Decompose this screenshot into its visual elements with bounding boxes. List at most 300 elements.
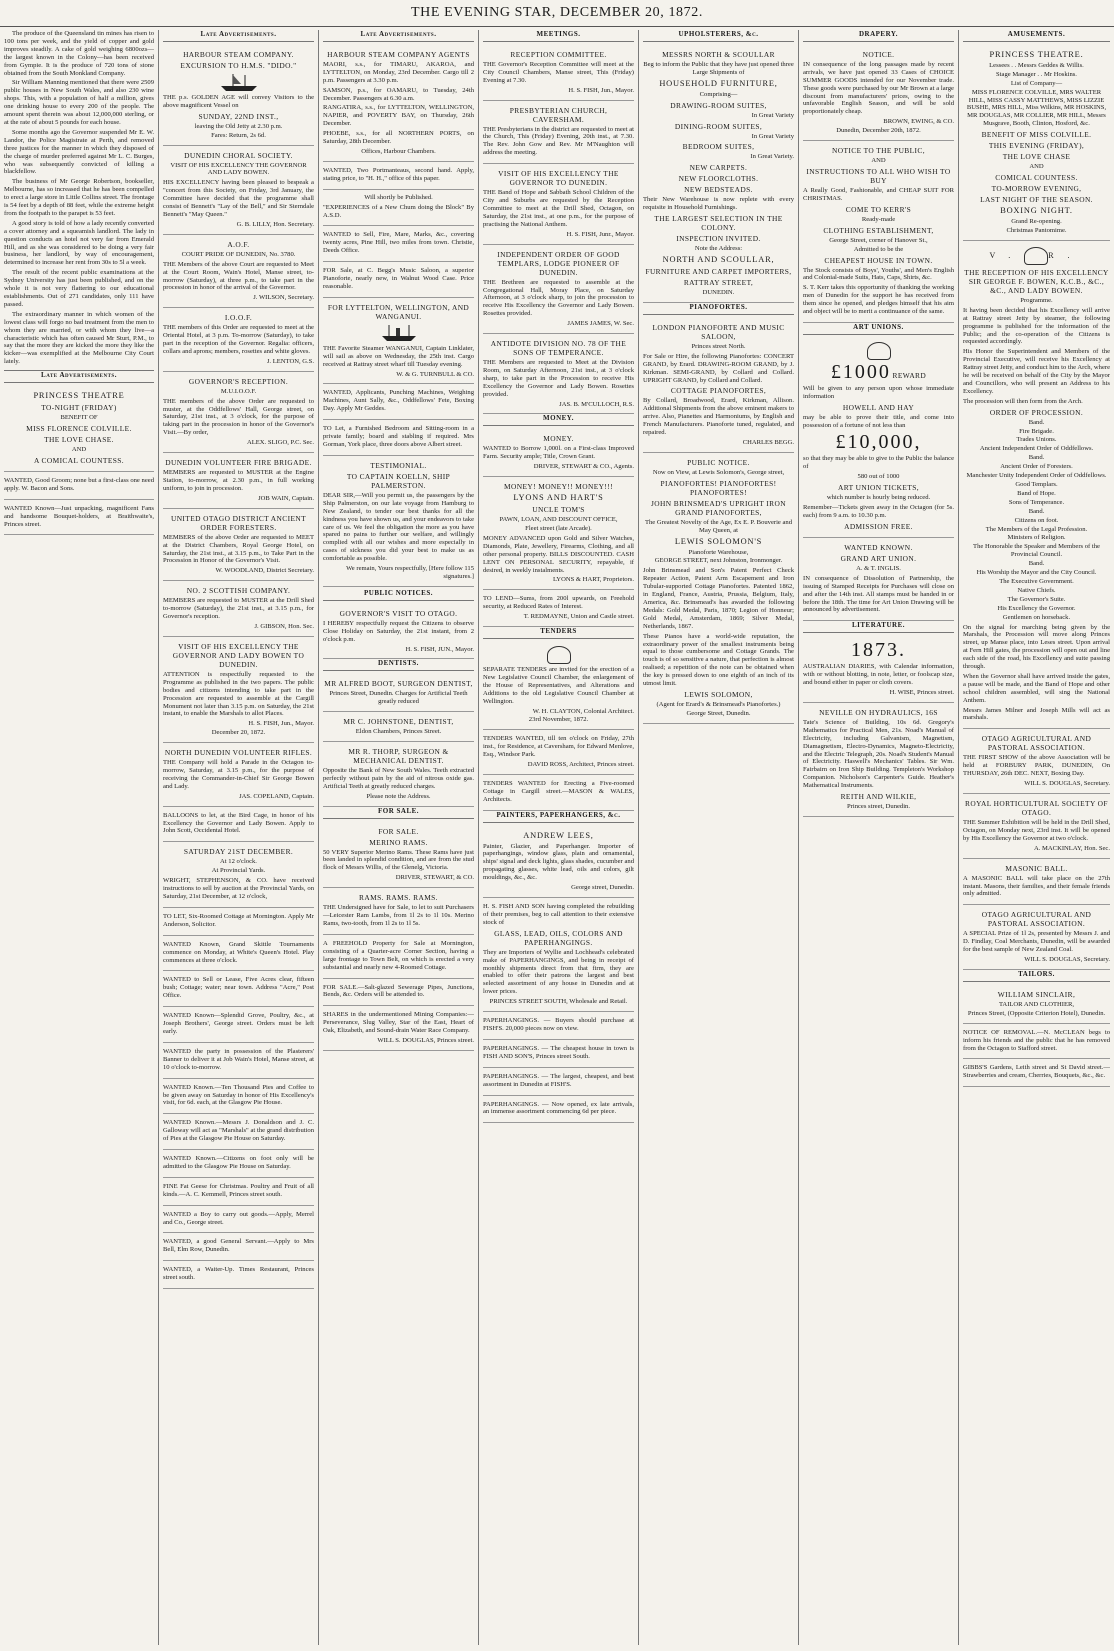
ad-line: BEDROOM SUITES, [682, 142, 755, 152]
ad-signature: H. WISE, Princes street. [889, 688, 954, 696]
ad-title: RAMS. RAMS. RAMS. [359, 893, 438, 903]
classified-ad [163, 971, 314, 1007]
ad-body: WANTED to Sell, Fire, Mare, Marks, &c., covering twenty acres, Pine Hill, two miles from town. Christie, Deeds Office. [323, 231, 474, 255]
shares-ad [323, 1006, 474, 1051]
ad-line: A COMICAL COUNTESS. [33, 455, 125, 465]
art-union-ad [803, 538, 954, 621]
ad-signature: JAS. COPELAND, Captain. [239, 792, 314, 800]
glass-ad [483, 898, 634, 1012]
rams-ad [323, 822, 474, 889]
ad-line: Fares: Return, 2s 6d. [211, 131, 266, 139]
news-item: The business of Mr George Robertson, bookseller, Melbourne, has so increased that he has been compelled to erect a large store in Little Collins street. The frontage is 54 feet by a depth of 88 feet, while the extreme height from the footpath to the parapet is 53 feet. [4, 178, 154, 217]
books-ad [803, 703, 954, 817]
procession-item: The Governor's Suite. [1007, 595, 1066, 603]
procession-item: Native Chiefs. [1017, 586, 1056, 594]
ad-line: In Great Variety. [750, 153, 794, 161]
ad-subtitle: COURT PRIDE OF DUNEDIN, No. 3780. [181, 250, 296, 258]
ad-line: GEORGE STREET, next Johnston, Ironmonger. [654, 557, 783, 565]
ad-body: THE members of this Order are requested to meet at the Oriental Hotel, at 3 p.m. To-morrow (Saturday), to take part in the reception of the Governor. Regalia: officers, collars and aprons; members, rosettes and white gloves. [163, 324, 314, 355]
ad-title: ANTIDOTE DIVISION NO. 78 OF THE SONS OF TEMPERANCE. [490, 339, 627, 358]
diary-ad [803, 636, 954, 703]
ad-line: AND [71, 445, 87, 453]
ad-line: George Street, corner of Hanover St., [829, 236, 928, 244]
ad-line: INSTRUCTIONS TO ALL WHO WISH TO BUY [806, 166, 951, 185]
princess-theatre-ad [4, 386, 154, 472]
ad-line: Fleet street (late Arcade). [525, 525, 592, 532]
ad-title: TESTIMONIAL. [370, 460, 427, 470]
ad-title: LONDON PIANOFORTE AND MUSIC SALOON, [652, 322, 785, 341]
ad-body: SHARES in the undermentioned Mining Companies:—Perseverance, Slug Valley, Star of the East, Heart of Oak, Elizabeth, and Sound-drain Water Race Company. [323, 1011, 474, 1035]
piano-ad [643, 453, 794, 724]
ad-body: MEMBERS are requested to MUSTER at the Engine Station, to-morrow, at 2.30 p.m., in full working uniform, to join in procession. [163, 469, 314, 492]
ad-line: which number is hourly being reduced. [826, 494, 931, 502]
ad-signature: LEWIS SOLOMON, [684, 689, 753, 699]
governor-visit-ad [163, 637, 314, 743]
ad-signature: WILL S. DOUGLAS, Princes street. [377, 1037, 474, 1045]
royal-crest-icon [867, 342, 891, 360]
ad-line: PIANOFORTES! PIANOFORTES! PIANOFORTES! [660, 478, 777, 497]
ad-body: The procession will then form from the Arch. [963, 397, 1083, 405]
ad-body: WRIGHT, STEPHENSON, & CO. have received instructions to sell by auction at the Provincial Yards, on Saturday, 21st December, at 12 o'clock, [163, 877, 314, 900]
ad-body: When the Governor shall have arrived inside the gates, a pause will be made, and the Band of Hope and other school children assembled, will sing the National Anthem. [963, 672, 1110, 704]
ad-line: RATTRAY STREET, [683, 278, 754, 288]
ad-body: TO LET, Six-Roomed Cottage at Mornington. Apply Mr Anderson, Solicitor. [163, 912, 314, 928]
ad-signature: DRIVER, STEWART & CO., Agents. [533, 463, 634, 471]
section-header: PAINTERS, PAPERHANGERS, &c. [483, 811, 634, 823]
iooF-ad [163, 308, 314, 372]
ad-line: CHEAPEST HOUSE IN TOWN. [824, 255, 933, 265]
ad-line: 580 out of 1000 [857, 473, 900, 481]
ship-icon [219, 72, 259, 92]
ad-line: Princes street, Dunedin. [847, 803, 910, 811]
ad-body: HIS EXCELLENCY having been pleased to bespeak a "concert from this Society, on Friday, 3rd January, the Committee have decided that the programme shall consist of Bennett's "Lay of the Bell," and Sir Sterndale Bennett's "May Queen." [163, 179, 314, 218]
ad-line: Beg to inform the Public that they have just opened three Large Shipments of [643, 60, 794, 76]
ad-line: AND [871, 157, 886, 165]
section-header: DENTISTS. [323, 659, 474, 671]
ad-body: A SPECIAL Prize of 1l 2s, presented by Messrs J. and D. Findlay, Coal Merchants, Dunedin, will be awarded for the best sample of New Zealand Coal. [963, 930, 1110, 954]
ad-body: THE Favorite Steamer WANGANUI, Captain Linklater, will sail as above on Wednesday, the 25th inst. Cargo received at Rattray street wharf till Tuesday evening. [323, 344, 474, 368]
ad-body: PAPERHANGINGS. — Now opened, ex late arrivals, an immense assortment commencing 6d per piece. [483, 1100, 634, 1116]
rifles-ad [163, 743, 314, 807]
ad-body: THE Members of the above Court are requested to Meet at the Court Room, Wain's Hotel, Manse street, to-morrow (Saturday), at three p.m., to take part in the procession in honor of the arrival of the Governor. [163, 260, 314, 292]
reception-ad [163, 372, 314, 453]
tenders-ad [483, 730, 634, 775]
ad-body: H. S. FISH AND SON having completed the rebuilding of their premises, beg to call attention to their extensive stock of [483, 903, 634, 926]
ad-title: INDEPENDENT ORDER OF GOOD TEMPLARS, LODGE PIONEER OF DUNEDIN. [497, 249, 620, 277]
section-header: TAILORS. [963, 970, 1110, 982]
ad-title: SATURDAY 21ST DECEMBER. [183, 847, 294, 857]
meeting-ad [483, 164, 634, 244]
ad-signature: DRIVER, STEWART, & CO. [395, 874, 474, 882]
ad-body: PAPERHANGINGS. — Buyers should purchase at FISH'S. 20,000 pieces now on view. [483, 1017, 634, 1032]
news-item: A good story is told of how a lady recently converted a cover attorney and a squeamish landlord. The lady in question conducts an hotel not very far from Emerald Hill, and as she was considered to be doing a very fair business, her landlord, by way of encouragement, determined to increase her rent from 30s to 5l a week. [4, 219, 154, 267]
ad-signature: CHARLES BEGG. [742, 438, 794, 446]
ad-signature: ALEX. SLIGO, P.C. Sec. [246, 439, 314, 447]
ad-body: WANTED, Two Portmanteaus, second hand. Apply, stating price, to "H. H.," office of this paper. [323, 166, 474, 182]
ad-title: NO. 2 SCOTTISH COMPANY. [186, 586, 291, 596]
ad-title: NOTICE. [862, 49, 895, 59]
ad-body: WANTED the party in possession of the Plasterers' Banner to deliver it at Job Wain's Hotel, Manse street, at 10 o'clock to-morrow. [163, 1047, 314, 1071]
ad-title: PRINCESS THEATRE [33, 391, 125, 401]
column-1 [0, 30, 158, 1645]
ad-line: DRAWING-ROOM SUITES, [670, 100, 767, 110]
ad-line: TO-NIGHT (FRIDAY) [41, 403, 117, 413]
ad-title: PUBLIC NOTICE. [687, 457, 750, 467]
piano-ad [643, 318, 794, 453]
classified-ad [163, 1206, 314, 1234]
section-header: MEETINGS. [483, 30, 634, 42]
furniture-ad [643, 45, 794, 303]
painter-ad [483, 826, 634, 898]
ad-body: WANTED to Sell or Lease, Five Acres clear, fifteen bush; Cottage; water; near town. Address "Acre," Post Office. [163, 976, 314, 1000]
foresters-ad [163, 509, 314, 582]
governor-notice [323, 604, 474, 660]
ad-body: ATTENTION is respectfully requested to the Programme as published in the two papers. The public bodies and citizens intending to take part in the Procession are requested to assemble at the Cargill Monument not later than 3.15 p.m. on Saturday, the 21st instant, to enable the Marshals to allot Places. [163, 670, 314, 718]
coal-prize-ad [963, 905, 1110, 970]
classified-ad [323, 935, 474, 979]
ad-body: PAPERHANGINGS. — The cheapest house in town is FISH AND SON'S, Princes street South. [483, 1044, 634, 1060]
ad-line: Will shortly be Published. [364, 193, 433, 201]
ad-body: THE Brethren are requested to assemble at the Congregational Hall, Moray Place, on Saturday Afternoon, at 3 o'clock sharp, to join the procession to receive His Excellency the Governor and Lady Bowen. Rosettes provided. [483, 278, 634, 318]
ad-title: GOVERNOR'S VISIT TO OTAGO. [339, 608, 458, 618]
tenders-ad [483, 642, 634, 730]
ad-body: MEMBERS of the above Order are requested to MEET at the District Chambers, Royal George Hotel, on Saturday, the 21st inst., at 3.15 p.m., to Take Part in the Procession in Honor of the Governor's Visit. [163, 533, 314, 565]
money-ad [483, 429, 634, 477]
ad-signature: W. WOODLAND, District Secretary. [215, 567, 314, 575]
procession-item: Band. [1028, 454, 1045, 462]
ad-line: Ready-made [861, 215, 896, 223]
ad-title: VISIT OF HIS EXCELLENCY THE GOVERNOR AND LADY BOWEN TO DUNEDIN. [172, 641, 305, 669]
procession-item: Manchester Unity Independent Order of Oddfellows. [966, 472, 1107, 480]
ad-signature: REITH AND WILKIE, [840, 792, 917, 802]
classified-ad [163, 1233, 314, 1261]
ad-body: S. T. Kerr takes this opportunity of thanking the working men of Dunedin for the support he has received from them since he opened, and pledges himself that his aim and object will be to merit a continuance of the same. [803, 284, 954, 316]
pawn-ad [483, 477, 634, 590]
procession-item: Band of Hope. [1017, 489, 1056, 497]
classified-ad [163, 1114, 314, 1150]
ad-line: NEW FLOORCLOTHS. [678, 174, 759, 184]
ad-line: In Great Variety [751, 111, 794, 119]
classified-ad [963, 1024, 1110, 1060]
tailor-ad [963, 985, 1110, 1024]
section-header: MONEY. [483, 414, 634, 426]
reception-programme [963, 241, 1110, 730]
ad-body: WANTED Known—Just unpacking, magnificent Fans and handsome Bouquet-holders, at Braithwaite's, Princes street. [4, 504, 154, 528]
ad-title: THE RECEPTION OF HIS EXCELLENCY SIR GEORGE F. BOWEN, K.C.B., &C., &C., AND LADY BOWEN. [964, 267, 1109, 295]
ad-body: RANGATIRA, s.s., for LYTTELTON, WELLINGTON, NAPIER, and POVERTY BAY, on Thursday, 26th December. [323, 104, 474, 128]
ad-line: (Agent for Erard's & Brinsmead's Pianofortes.) [656, 700, 781, 708]
ad-title: VISIT OF HIS EXCELLENCY THE GOVERNOR TO DUNEDIN. [498, 169, 619, 188]
tenders-ad [483, 775, 634, 811]
ad-line: List of Company— [1010, 79, 1063, 87]
section-header: UPHOLSTERERS, &c. [643, 30, 794, 42]
ad-title: LYONS AND HART'S [513, 493, 604, 503]
ad-body: A MASONIC BALL will take place on the 27th instant. Masons, their families, and their female friends only admitted. [963, 874, 1110, 898]
ad-title: MESSRS NORTH & SCOULLAR [662, 49, 775, 59]
ad-title: PRESBYTERIAN CHURCH, CAVERSHAM. [509, 105, 608, 124]
ad-body: A Really Good, Fashionable, and CHEAP SUIT FOR CHRISTMAS. [803, 186, 954, 202]
ad-line: Please note the Address. [366, 792, 431, 800]
procession-order-list [963, 419, 1110, 622]
dentist-ad [323, 712, 474, 742]
classified-ad [483, 1068, 634, 1096]
reward-amount: £1000 [830, 360, 891, 383]
procession-item: The Members of the Legal Profession. [985, 525, 1088, 533]
ad-title: HOWELL AND HAY [842, 402, 915, 412]
ad-line: Lessees . . Messrs Geddes & Willis. [989, 61, 1084, 69]
ad-body: SEPARATE TENDERS are invited for the erection of a New Legislative Council Chamber, the enlargement of the House of Representatives, and Alterations and Additions to the old Legislative Council Chamber at Wellington. [483, 665, 634, 705]
classified-ad [323, 262, 474, 298]
ad-title: OTAGO AGRICULTURAL AND PASTORAL ASSOCIATION. [981, 910, 1092, 929]
ad-line: leaving the Old Jetty at 2.30 p.m. [194, 122, 283, 130]
ad-body: WANTED Known, Grand Skittle Tournaments commence on Monday, at White's Queen's Hotel. Play commences at three o'clock. [163, 940, 314, 964]
ad-line: ART UNION TICKETS, [837, 483, 919, 493]
section-header: Late Advertisements. [323, 30, 474, 42]
ad-body: THE p.s. GOLDEN AGE will convey Visitors to the above magnificent Vessel on [163, 93, 314, 109]
classified-ad [163, 1007, 314, 1043]
classified-ad [163, 908, 314, 936]
procession-item: Ancient Independent Order of Oddfellows. [979, 445, 1094, 453]
lend-ad [483, 590, 634, 627]
classified-ad [4, 472, 154, 500]
royal-cipher-r: R. [1048, 250, 1084, 260]
procession-item: His Excellency the Governor. [997, 604, 1076, 612]
classified-ad [163, 1178, 314, 1206]
ad-title: NOTICE TO THE PUBLIC, [832, 146, 925, 156]
ad-title: MR ALFRED BOOT, SURGEON DENTIST, [324, 679, 473, 689]
book-ad [323, 190, 474, 227]
ad-body: "EXPERIENCES of a New Chum doing the Block" By A.S.D. [323, 203, 474, 219]
ad-body: DEAR SIR,—Will you permit us, the passengers by the Ship Palmerston, on our late voyage from Hamburg to New Zealand, to tender our best thanks for all the kindness you have shown us, and your endeavors to take care of us. We feel the obligation the more as you have spared no pains to further our welfare, and willingly complied with all our wishes and more especially in cases of sickness you did your best to make us as comfortable as possible. [323, 491, 474, 563]
drapery-notice [803, 45, 954, 141]
meeting-ad [483, 334, 634, 414]
ad-signature: WILL S. DOUGLAS, Secretary. [1024, 780, 1110, 788]
ad-line: CLOTHING ESTABLISHMENT, [823, 225, 934, 235]
ad-body: Messrs James Milner and Joseph Mills will act as marshals. [963, 706, 1110, 722]
royal-cipher-v: V. [989, 250, 1025, 260]
column-5 [638, 30, 798, 1645]
ad-subtitle: GRAND ART UNION. [840, 553, 917, 563]
ad-line: AND [1029, 163, 1044, 171]
ad-subtitle: Programme. [1020, 296, 1053, 304]
ad-line: Now on View, at Lewis Solomon's, George street, [652, 468, 785, 476]
news-item: Sir William Manning mentioned that there were 2509 public houses in New South Wales, and also 230 wine shops. This, with a population of half a million, gives one drinking house to every 200 of the people. The amount spent therein was about 12,000,000 sterling, or at the rate of about 5 pounds for each house. [4, 79, 154, 126]
ad-signature: WILL S. DOUGLAS, Secretary. [1024, 956, 1110, 964]
testimonial-ad [323, 456, 474, 587]
ad-line: LAST NIGHT OF THE SEASON. [980, 195, 1093, 205]
ad-body: THE Members are requested to Meet at the Division Room, on Saturday Afternoon, 21st inst., at 3 o'clock sharp, to take part in the Procession to receive His Excellency the Governor and Lady Bowen. Rosettes provided. [483, 359, 634, 398]
ad-body: Remember—Tickets given away in the Octagon (for 5s. each) from 9 a.m. to 10.30 p.m. [803, 504, 954, 519]
classified-ad [163, 807, 314, 843]
masonic-ball-ad [963, 859, 1110, 906]
ad-body: Tate's Science of Building, 10s 6d. Gregory's Mathematics for Practical Men, 21s. Noad's Manual of Electricity, including Galvanism, Magnetism, Diamagnetism, Electro-Dynamics, Magneto-Electricity, and the Electric Telegraph, 20s. Noad's Student's Manual of Electricity. Haswell's Mechanics' Tables. Sir Wm. Fairbairn on Iron Ship Building. Templeton's Workshop Companion. Nicholson's Carpenter's Guide. Heather's Mathematical Instruments. [803, 718, 954, 790]
news-item: Some months ago the Governor suspended Mr E. W. Landor, the Police Magistrate at Perth, and removed three justices for the manner in which they disposed of the charge of murder preferred against Mr L. C. Burges, who was subsequently convicted of killing a blackfellow. [4, 128, 154, 176]
ad-body: MEMBERS are requested to MUSTER at the Drill Shed to-morrow (Saturday), the 21st inst., at 3.15 p.m., for Governor's reception. [163, 597, 314, 621]
procession-item: Band. [1028, 507, 1045, 515]
procession-item: Fire Brigade. [1019, 427, 1054, 435]
ad-line: NEW CARPETS. [689, 163, 748, 173]
ad-subtitle: M.U.I.O.O.F. [220, 387, 257, 395]
ad-subtitle: UNCLE TOM'S [532, 505, 585, 515]
ad-body: The Stock consists of Boys', Youths', and Men's English and Colonial-made Suits, Hats, Caps, Shirts, &c. [803, 266, 954, 282]
ad-title: WILLIAM SINCLAIR, [997, 989, 1076, 999]
reward-ad [803, 338, 954, 538]
steamship-icon [379, 323, 419, 343]
ad-body: A FREEHOLD Property for Sale at Mornington, consisting of a Quarter-acre Corner Section, having a large frontage to Town Belt, on which is erected a very substantial and nearly new 4-Roomed Cottage. [323, 939, 474, 971]
ad-body: may be able to prove their title, and come into possession of a fortune of not less than [803, 413, 954, 429]
ad-line: TO-MORROW EVENING, [991, 184, 1082, 194]
ad-body: WANTED, Good Groom; none but a first-class one need apply. W. Bacon and Sons. [4, 476, 154, 492]
ad-line: Eldon Chambers, Princes Street. [355, 728, 442, 736]
dentist-ad [323, 674, 474, 712]
ad-line: Grand Re-opening. [1011, 218, 1062, 226]
ad-date: December 20, 1872. [211, 729, 266, 737]
ad-line: THE LOVE CHASE [1002, 152, 1071, 162]
ad-line: Stage Manager . . Mr Hoskins. [996, 70, 1077, 78]
ad-body: I HEREBY respectfully request the Citizens to observe Close Holiday on Saturday, the 21st instant, from 2 o'clock p.m. [323, 619, 474, 643]
ad-body: THE Governor's Reception Committee will meet at the City Council Chambers, Manse street, This (Friday) Evening at 7.30. [483, 60, 634, 84]
ad-signature: W. & G. TURNBULL & CO. [396, 370, 474, 378]
ad-signature: H. S. FISH, Junr., Mayor. [566, 230, 634, 238]
ad-title: UNITED OTAGO DISTRICT ANCIENT ORDER FORESTERS. [170, 513, 307, 532]
ad-body: FOR SALE.—Salt-glazed Sewerage Pipes, Junctions, Bends, &c. Orders will be attended to. [323, 983, 474, 999]
ad-signature: H. S. FISH, Jun., Mayor. [248, 720, 314, 728]
ad-body: TENDERS WANTED for Erecting a Five-roomed Cottage in Cargill street.—MASON & WALES, Architects. [483, 779, 634, 803]
fortune-amount: £10,000, [835, 431, 922, 454]
column-2 [158, 30, 318, 1645]
ad-line: FURNITURE AND CARPET IMPORTERS, [645, 267, 792, 277]
classified-ad [323, 226, 474, 262]
column-6 [798, 30, 958, 1645]
ad-title: GOVERNOR'S RECEPTION. [188, 376, 289, 386]
ad-body: MONEY ADVANCED upon Gold and Silver Watches, Diamonds, Plate, Jewellery, Firearms, Clothing, and all other personal property. BILLS DISCOUNTED. CASH LENT ON PERSONAL SECURITY, repayable, if desired, in weekly instalments. [483, 534, 634, 574]
ad-line: TAILOR AND CLOTHIER, [998, 1000, 1075, 1008]
agricultural-show-ad [963, 729, 1110, 794]
ad-body: Opposite the Bank of New South Wales. Teeth extracted perfectly without pain by the aid of nitrous oxide gas. Artificial Teeth at greatly reduced charges. [323, 767, 474, 790]
ad-body: FOR Sale, at C. Begg's Music Saloon, a superior Pianoforte, nearly new, in Walnut Wood Case. Price reasonable. [323, 267, 474, 290]
classified-ad [163, 1261, 314, 1289]
ad-body: THE Band of Hope and Sabbath School Children of the City and Suburbs are requested by the Reception Committee to meet at the Drill Shed, Octagon, on Saturday, the 21st inst., at one p.m., for the purpose of practising the National Anthem. [483, 189, 634, 228]
ad-title: DUNEDIN CHORAL SOCIETY. [184, 150, 293, 160]
ad-title: PRINCESS THEATRE. [989, 49, 1084, 59]
procession-item: Ministers of Religion. [1007, 534, 1066, 542]
ad-body: WANTED, a good General Servant.—Apply to Mrs Bell, Elm Row, Dunedin. [163, 1238, 314, 1254]
scottish-company-ad [163, 581, 314, 637]
ad-signature: G. B. LILLY, Hon. Secretary. [236, 220, 314, 228]
procession-item: The Honorable the Speaker and Members of the Provincial Council. [973, 543, 1100, 559]
ad-body: so that they may be able to give to the Public the balance of [803, 455, 954, 471]
ad-body: THE Company will hold a Parade in the Octagon to-morrow, Saturday, at 3.15 p.m., for the purpose of receiving the Commander-in-Chief Sir George Bowen and Lady. [163, 759, 314, 790]
ad-body: WANTED Known—Splendid Grove, Poultry, &c., at Joseph Brothers', George street. Orders must be left early. [163, 1012, 314, 1035]
section-header: LITERATURE. [803, 621, 954, 633]
royal-crest-icon [1024, 247, 1048, 265]
ad-date: SUNDAY, 22ND INST., [198, 111, 279, 121]
rams-ad [323, 888, 474, 935]
theatre-ad [963, 45, 1110, 241]
ad-body: TO Let, a Furnished Bedroom and Sitting-room in a private family; board and stabling if required. Mrs Gorman, York place, three doors above Albert street. [323, 425, 474, 448]
ad-body: AUSTRALIAN DIARIES, with Calendar information, with or without blotting, in note, letter, or foolscap size, and bound either in paper or cloth covers. [803, 663, 954, 687]
column-4 [478, 30, 638, 1645]
ad-title: HARBOUR STEAM COMPANY. [183, 49, 294, 59]
ad-body: MISS FLORENCE COLVILLE, MRS WALTER HILL, MISS CASSY MATTHEWS, MISS LIZZIE BUSHE, MRS HILL, Miss Wilkins, MR HOSKINS, MR DOUGLAS, MR COLLIER, MR HILL, Messrs Musgrave, Booth, Clinton, Hosford, &c. [966, 88, 1107, 128]
ad-date: 23rd November, 1872. [528, 716, 589, 724]
ad-body: IN consequence of the long passages made by recent arrivals, we have just opened 33 Cases of CHOICE SUMMER GOODS intended for our November trade. These goods were purchased by our Mr Brown at a large discount from manufacturers' prices, owing to the unfavorable English Season, and will be sold proportionately cheap. [803, 60, 954, 116]
harbour-steam-ad [163, 45, 314, 146]
ad-line: Note the Address: [694, 245, 743, 253]
ad-title: JOHN BRINSMEAD'S UPRIGHT IRON GRAND PIANOFORTES, [651, 498, 786, 517]
ad-body: SAMSON, p.s., for OAMARU, to Tuesday, 24th December. Passengers at 6.30 a.m. [323, 86, 474, 102]
ad-line: At 12 o'clock. [220, 858, 257, 866]
ad-title: HOUSEHOLD FURNITURE, [659, 78, 778, 88]
news-item: The result of the recent public examinations at the Sydney University has just been published, and on the whole it is not very flattering to our educational establishments. Out of 271 candidates, only 111 have passed. [4, 269, 154, 308]
ad-body: PHOEBE, s.s., for all NORTHERN PORTS, on Saturday, 28th December. [323, 130, 474, 146]
ad-line: BENEFIT OF [60, 414, 98, 422]
classified-ad [323, 420, 474, 456]
ad-subtitle: TO CAPTAIN KOELLN, SHIP PALMERSTON. [346, 471, 451, 490]
steamer-ad [323, 298, 474, 385]
ad-title: MONEY. [543, 434, 574, 444]
ad-body: 50 VERY Superior Merino Rams. These Rams have just been landed in splendid condition, and are from the stud flock of Messrs Willis, of the Glenelg, Victoria. [323, 848, 474, 872]
ad-line: ADMISSION FREE. [844, 521, 913, 531]
ad-line: The Greatest Novelty of the Age, Ex E. P. Bouverie and May Queen, at [644, 518, 793, 534]
ad-title: MR R. THORP, SURGEON & MECHANICAL DENTIST. [348, 747, 449, 766]
classified-ad [483, 1012, 634, 1040]
classified-ad [323, 384, 474, 420]
news-item: The extraordinary manner in which women of the lowest class will forgo no bad treatment from the men to whom they are married, or with whom they live—a characteristic which has often caused Mr Sturt, P.M., to say that the more they are kicked the more they like the kicker—was exemplified at the Melbourne City Court lately. [4, 310, 154, 366]
ad-title: LEWIS SOLOMON'S [674, 536, 763, 546]
ad-line: PAWN, LOAN, AND DISCOUNT OFFICE, [499, 516, 618, 524]
ad-line: In Great Variety [751, 132, 794, 140]
ad-body: John Brinsmead and Son's Patent Perfect Check Repeater Action, Patent Arm Escapement and Iron Tubular-supported Cottage Pianofortes. Patented 1862, in England, France, Austria, Prussia, Belgium, Italy, America, &c. Brinsmead's has awarded the following Medals: Gold Medal, Paris, 1870; Legion of Honneur; Gold Medal, Amsterdam, 1869; Silver Medal, Netherlands, 1867. [643, 567, 794, 630]
section-header: AMUSEMENTS. [963, 30, 1110, 42]
ad-title: WANTED KNOWN. [844, 542, 913, 552]
ad-line: THE LOVE CHASE. [44, 434, 114, 444]
ad-body: Will be given to any person upon whose immediate information [803, 384, 954, 400]
procession-item: Band. [1028, 560, 1045, 568]
kerr-clothing-ad [803, 141, 954, 323]
classified-ad [4, 500, 154, 536]
ad-subtitle: ORDER OF PROCESSION. [989, 407, 1084, 417]
aof-ad [163, 235, 314, 308]
ad-body: By Collard, Broadwood, Erard, Kirkman, Allison. Additional Shipments from the above eminent makers to arrive. Also, Pianettes and Harmoniums, by English and French Manufacturers. Pianoforte tuned, regulated, and repaired. [643, 397, 794, 437]
ad-title: MR C. JOHNSTONE, DENTIST, [343, 717, 454, 727]
ad-line: MISS FLORENCE COLVILLE. [26, 423, 132, 433]
ad-body: WANTED Known.—Citizens on foot only will be admitted to the Glasgow Pie House on Saturday. [163, 1155, 314, 1170]
section-header: Late Advertisements. [4, 370, 154, 383]
ad-body: WANTED to Borrow 1,000l. on a First-class Improved Farm. Security ample; Title, Crown Grant. [483, 445, 634, 461]
ad-line: INSPECTION INVITED. [676, 234, 761, 244]
ad-signature: T. REDMAYNE, Union and Castle street. [523, 613, 634, 621]
ad-signature: JAMES JAMES, W. Sec. [567, 320, 634, 328]
ad-line: Admitted to be the [853, 245, 904, 253]
ad-line: BENEFIT OF MISS COLVILLE. [981, 130, 1092, 140]
ad-body: IN consequence of Dissolution of Partnership, the issuing of Stamped Receipts for Purchases will close on and after the 14th inst. All stamps must be handed in or before the 18th. The time for Art Union Drawing will be announced by advertisement. [803, 574, 954, 614]
masthead: THE EVENING STAR, DECEMBER 20, 1872. [0, 0, 1114, 27]
ad-body: TO LEND—Sums, from 200l upwards, on Freehold security, at Reduced Rates of Interest. [483, 595, 634, 611]
section-header: FOR SALE. [323, 807, 474, 819]
column-7 [958, 30, 1114, 1645]
ad-signature: H. S. FISH, JUN., Mayor. [405, 645, 474, 653]
reward-label: REWARD [892, 370, 927, 380]
procession-item: Citizens on foot. [1014, 516, 1059, 524]
ad-line: DUNEDIN. [702, 289, 735, 297]
ad-body: THE members of the above Order are requested to muster, at the Oddfellows' Hall, George street, on Saturday, 21st inst., at 3 o'clock, for the purpose of taking part in the procession in honor of the Governor's Visit.—By order, [163, 397, 314, 437]
section-header: PUBLIC NOTICES. [323, 589, 474, 601]
ad-body: THE Undersigned have for Sale, to let to suit Purchasers—Leicester Ram Lambs, from 1l 2s to 1l 10s. Merino Rams, two-tooth, from 1l 2s to 1l 5s. [323, 904, 474, 927]
ad-title: MASONIC BALL. [1005, 863, 1068, 873]
ad-signature: JAS. B. M'CULLOCH, R.S. [559, 400, 634, 408]
ad-signature: A. MACKINLAY, Hon. Sec. [1033, 844, 1110, 852]
